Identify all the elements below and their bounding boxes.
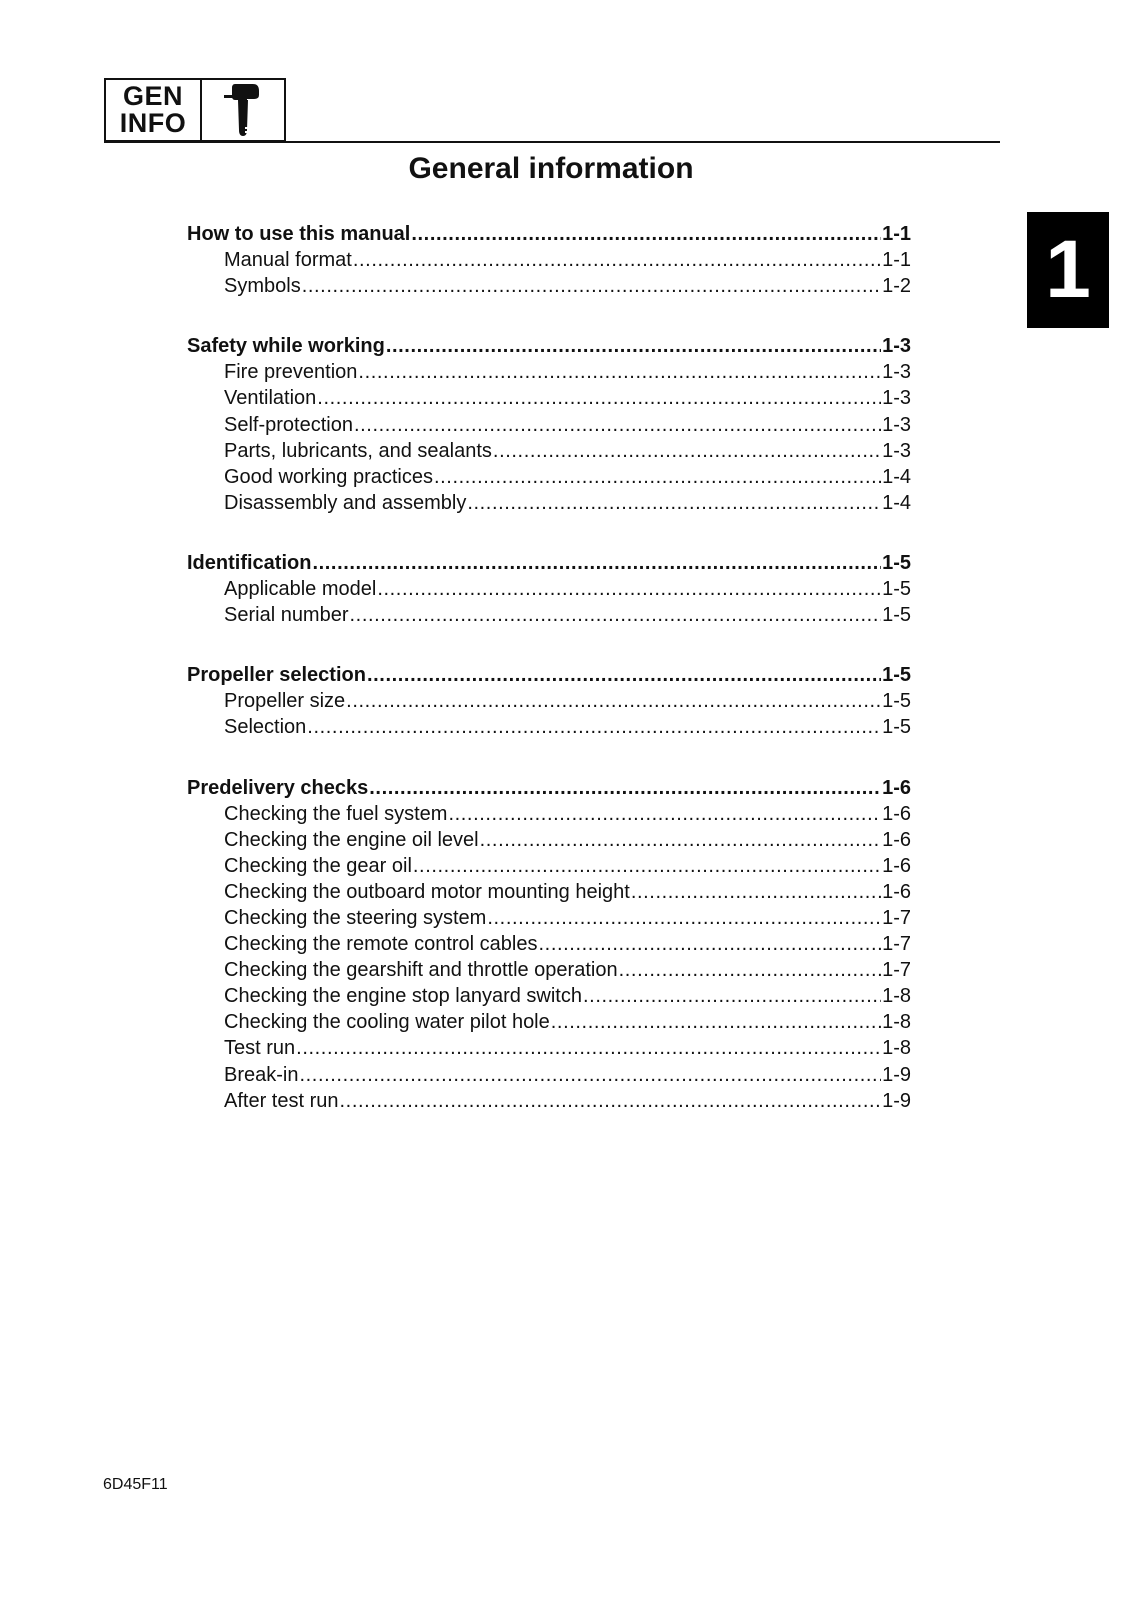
- toc-entry[interactable]: [187, 688, 911, 714]
- dot-leader: [358, 359, 881, 385]
- dot-leader: [317, 385, 881, 411]
- table-of-contents: [187, 221, 911, 1148]
- chapter-number: 1: [1045, 224, 1091, 315]
- dot-leader: [353, 247, 881, 273]
- toc-entry-label: Selection: [224, 716, 307, 739]
- toc-entry[interactable]: [187, 273, 911, 299]
- badge-line-1: GEN: [122, 81, 183, 111]
- toc-entry-label: Predelivery checks: [187, 776, 369, 799]
- toc-section: [187, 662, 911, 740]
- toc-page-number: 1-5: [882, 664, 911, 687]
- badge-line-2: INFO: [119, 108, 187, 138]
- toc-entry-label: Propeller size: [224, 690, 346, 713]
- toc-entry-label: Checking the engine oil level: [224, 828, 479, 851]
- dot-leader: [619, 957, 882, 983]
- toc-entry[interactable]: [187, 602, 911, 628]
- dot-leader: [377, 576, 881, 602]
- toc-page-number: 1-7: [882, 906, 911, 929]
- toc-page-number: 1-6: [882, 828, 911, 851]
- toc-page-number: 1-2: [882, 275, 911, 298]
- toc-entry-label: Ventilation: [224, 387, 317, 410]
- toc-page-number: 1-4: [882, 491, 911, 514]
- toc-entry-label: Checking the outboard motor mounting height: [224, 880, 630, 903]
- dot-leader: [302, 273, 881, 299]
- toc-page-number: 1-7: [882, 959, 911, 982]
- toc-entry-label: Checking the fuel system: [224, 802, 448, 825]
- section-badge: [104, 78, 286, 142]
- toc-entry-label: Checking the gear oil: [224, 854, 412, 877]
- toc-page-number: 1-9: [882, 1089, 911, 1112]
- toc-page-number: 1-6: [882, 880, 911, 903]
- toc-entry-label: Checking the engine stop lanyard switch: [224, 985, 582, 1008]
- dot-leader: [493, 438, 881, 464]
- toc-section: [187, 550, 911, 628]
- toc-entry[interactable]: [187, 247, 911, 273]
- toc-entry-label: Disassembly and assembly: [224, 491, 467, 514]
- toc-page-number: 1-5: [882, 551, 911, 574]
- dot-leader: [487, 905, 881, 931]
- toc-section-heading[interactable]: [187, 221, 911, 247]
- dot-leader: [539, 931, 882, 957]
- toc-entry[interactable]: [187, 827, 911, 853]
- toc-page-number: 1-8: [882, 985, 911, 1008]
- toc-entry-label: Checking the remote control cables: [224, 933, 538, 956]
- toc-entry-label: Applicable model: [224, 578, 377, 601]
- toc-entry-label: Test run: [224, 1037, 296, 1060]
- toc-entry[interactable]: [187, 1009, 911, 1035]
- toc-page-number: 1-5: [882, 690, 911, 713]
- toc-page-number: 1-5: [882, 716, 911, 739]
- dot-leader: [467, 490, 881, 516]
- dot-leader: [631, 879, 881, 905]
- toc-section: [187, 775, 911, 1114]
- toc-entry-label: After test run: [224, 1089, 339, 1112]
- toc-section-heading[interactable]: [187, 775, 911, 801]
- dot-leader: [551, 1009, 881, 1035]
- toc-page-number: 1-3: [882, 387, 911, 410]
- toc-entry-label: Propeller selection: [187, 664, 366, 687]
- dot-leader: [312, 550, 881, 576]
- toc-entry-label: Self-protection: [224, 413, 353, 436]
- dot-leader: [480, 827, 881, 853]
- toc-section-heading[interactable]: [187, 550, 911, 576]
- toc-page-number: 1-3: [882, 361, 911, 384]
- toc-section-heading[interactable]: [187, 333, 911, 359]
- dot-leader: [367, 662, 881, 688]
- dot-leader: [434, 464, 881, 490]
- header-rule: [104, 141, 1000, 143]
- toc-page-number: 1-4: [882, 465, 911, 488]
- toc-entry[interactable]: [187, 490, 911, 516]
- toc-page-number: 1-3: [882, 439, 911, 462]
- dot-leader: [299, 1062, 881, 1088]
- dot-leader: [307, 714, 881, 740]
- toc-page-number: 1-9: [882, 1063, 911, 1086]
- toc-page-number: 1-1: [882, 249, 911, 272]
- toc-page-number: 1-5: [882, 578, 911, 601]
- toc-section: [187, 333, 911, 516]
- toc-entry-label: Serial number: [224, 604, 349, 627]
- toc-page-number: 1-3: [882, 335, 911, 358]
- toc-entry[interactable]: [187, 464, 911, 490]
- toc-entry[interactable]: [187, 714, 911, 740]
- toc-entry[interactable]: [187, 576, 911, 602]
- toc-entry[interactable]: [187, 438, 911, 464]
- toc-page-number: 1-6: [882, 802, 911, 825]
- toc-entry-label: Safety while working: [187, 335, 385, 358]
- toc-entry-label: Symbols: [224, 275, 301, 298]
- toc-section: [187, 221, 911, 299]
- toc-entry[interactable]: [187, 412, 911, 438]
- toc-page-number: 1-8: [882, 1011, 911, 1034]
- toc-page-number: 1-6: [882, 776, 911, 799]
- toc-entry-label: Identification: [187, 551, 312, 574]
- toc-entry-label: Checking the steering system: [224, 906, 487, 929]
- toc-entry-label: Manual format: [224, 249, 352, 272]
- document-code: 6D45F11: [103, 1476, 168, 1493]
- toc-entry-label: Good working practices: [224, 465, 433, 488]
- toc-page-number: 1-7: [882, 933, 911, 956]
- dot-leader: [413, 853, 881, 879]
- toc-entry[interactable]: [187, 957, 911, 983]
- dot-leader: [296, 1035, 881, 1061]
- toc-page-number: 1-5: [882, 604, 911, 627]
- page-title: General information: [408, 152, 694, 185]
- toc-page-number: 1-6: [882, 854, 911, 877]
- toc-entry[interactable]: [187, 931, 911, 957]
- outboard-motor-icon: [202, 80, 284, 140]
- toc-entry[interactable]: [187, 1035, 911, 1061]
- dot-leader: [354, 412, 881, 438]
- dot-leader: [346, 688, 881, 714]
- toc-entry-label: Checking the gearshift and throttle operation: [224, 959, 618, 982]
- dot-leader: [448, 801, 881, 827]
- toc-entry[interactable]: [187, 801, 911, 827]
- toc-entry-label: How to use this manual: [187, 223, 411, 245]
- gen-info-label: [106, 80, 202, 140]
- toc-entry[interactable]: [187, 1062, 911, 1088]
- toc-entry[interactable]: [187, 879, 911, 905]
- dot-leader: [386, 333, 881, 359]
- toc-entry-label: Checking the cooling water pilot hole: [224, 1011, 550, 1034]
- toc-page-number: 1-8: [882, 1037, 911, 1060]
- toc-entry[interactable]: [187, 359, 911, 385]
- toc-entry[interactable]: [187, 983, 911, 1009]
- dot-leader: [369, 775, 881, 801]
- toc-page-number: 1-3: [882, 413, 911, 436]
- toc-entry[interactable]: [187, 1088, 911, 1114]
- dot-leader: [340, 1088, 882, 1114]
- chapter-tab: [1027, 212, 1109, 328]
- toc-entry[interactable]: [187, 905, 911, 931]
- dot-leader: [583, 983, 881, 1009]
- toc-page-number: 1-1: [882, 223, 911, 245]
- toc-entry-label: Fire prevention: [224, 361, 358, 384]
- toc-entry[interactable]: [187, 385, 911, 411]
- toc-entry-label: Break-in: [224, 1063, 299, 1086]
- toc-entry[interactable]: [187, 853, 911, 879]
- toc-section-heading[interactable]: [187, 662, 911, 688]
- dot-leader: [350, 602, 882, 628]
- toc-entry-label: Parts, lubricants, and sealants: [224, 439, 492, 462]
- dot-leader: [411, 221, 881, 247]
